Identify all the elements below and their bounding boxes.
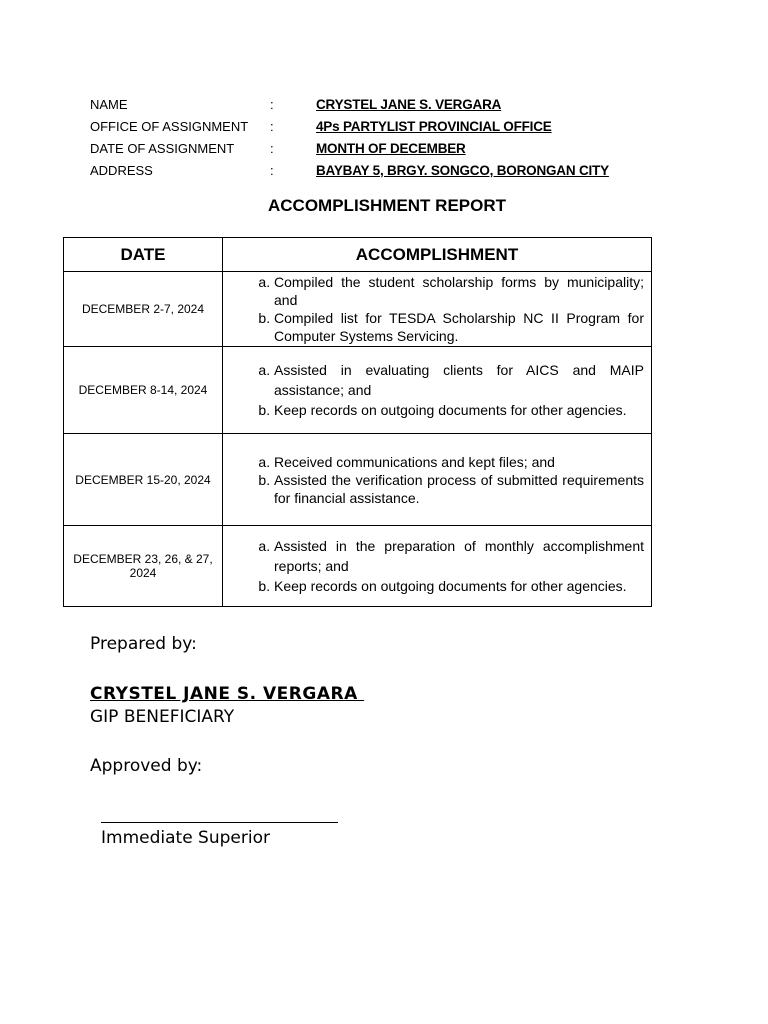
report-title: ACCOMPLISHMENT REPORT: [268, 196, 506, 215]
info-colon: :: [270, 118, 274, 134]
date-cell: DECEMBER 2-7, 2024: [64, 272, 223, 347]
preparer-name: CRYSTEL JANE S. VERGARA: [90, 684, 365, 704]
accomplishment-table: [63, 237, 652, 607]
table-row: [64, 526, 652, 607]
info-colon: :: [270, 162, 274, 178]
accomplishment-column-header: ACCOMPLISHMENT: [223, 238, 652, 272]
table-row: [64, 434, 652, 526]
date-column-header: DATE: [64, 238, 223, 272]
employee-info-block: [90, 93, 609, 181]
info-label: OFFICE OF ASSIGNMENT: [90, 118, 249, 134]
info-colon: :: [270, 96, 274, 112]
accomplishment-cell: [223, 347, 652, 434]
table-row: [64, 272, 652, 347]
approver-title: Immediate Superior: [101, 828, 270, 848]
accomplishment-cell: [223, 272, 652, 347]
info-row-address: [90, 159, 609, 181]
accomplishment-list: [229, 360, 644, 420]
table-header-row: [64, 238, 652, 272]
list-item: b. Assisted the verification process of submitted requirements for financial assistance.: [274, 471, 644, 507]
info-value: CRYSTEL JANE S. VERGARA: [316, 96, 502, 112]
info-row-date: [90, 137, 609, 159]
info-label: ADDRESS: [90, 162, 153, 178]
approved-by-label: Approved by:: [90, 756, 203, 776]
list-item: b. Keep records on outgoing documents for other agencies.: [274, 576, 644, 596]
table-row: [64, 347, 652, 434]
list-item: a. Received communications and kept files; and: [274, 453, 644, 471]
list-item: a. Assisted in evaluating clients for AICS and MAIP assistance; and: [274, 360, 644, 400]
accomplishment-cell: [223, 526, 652, 607]
prepared-by-label: Prepared by:: [90, 634, 197, 654]
info-row-name: [90, 93, 609, 115]
preparer-title: GIP BENEFICIARY: [90, 707, 235, 727]
info-value: MONTH OF DECEMBER: [316, 140, 466, 156]
info-value: 4Ps PARTYLIST PROVINCIAL OFFICE: [316, 118, 552, 134]
date-cell: DECEMBER 23, 26, & 27, 2024: [64, 526, 223, 607]
list-item: a. Assisted in the preparation of monthly accomplishment reports; and: [274, 536, 644, 576]
info-colon: :: [270, 140, 274, 156]
info-row-office: [90, 115, 609, 137]
signature-line: [101, 822, 338, 823]
accomplishment-list: [229, 273, 644, 345]
date-cell: DECEMBER 8-14, 2024: [64, 347, 223, 434]
date-cell: DECEMBER 15-20, 2024: [64, 434, 223, 526]
info-value: BAYBAY 5, BRGY. SONGCO, BORONGAN CITY: [316, 162, 609, 178]
list-item: b. Compiled list for TESDA Scholarship NC II Program for Computer Systems Servicing.: [274, 309, 644, 345]
accomplishment-list: [229, 453, 644, 507]
list-item: b. Keep records on outgoing documents for other agencies.: [274, 400, 644, 420]
list-item: a. Compiled the student scholarship forms by municipality; and: [274, 273, 644, 309]
info-label: DATE OF ASSIGNMENT: [90, 140, 235, 156]
info-label: NAME: [90, 96, 128, 112]
accomplishment-list: [229, 536, 644, 596]
accomplishment-cell: [223, 434, 652, 526]
